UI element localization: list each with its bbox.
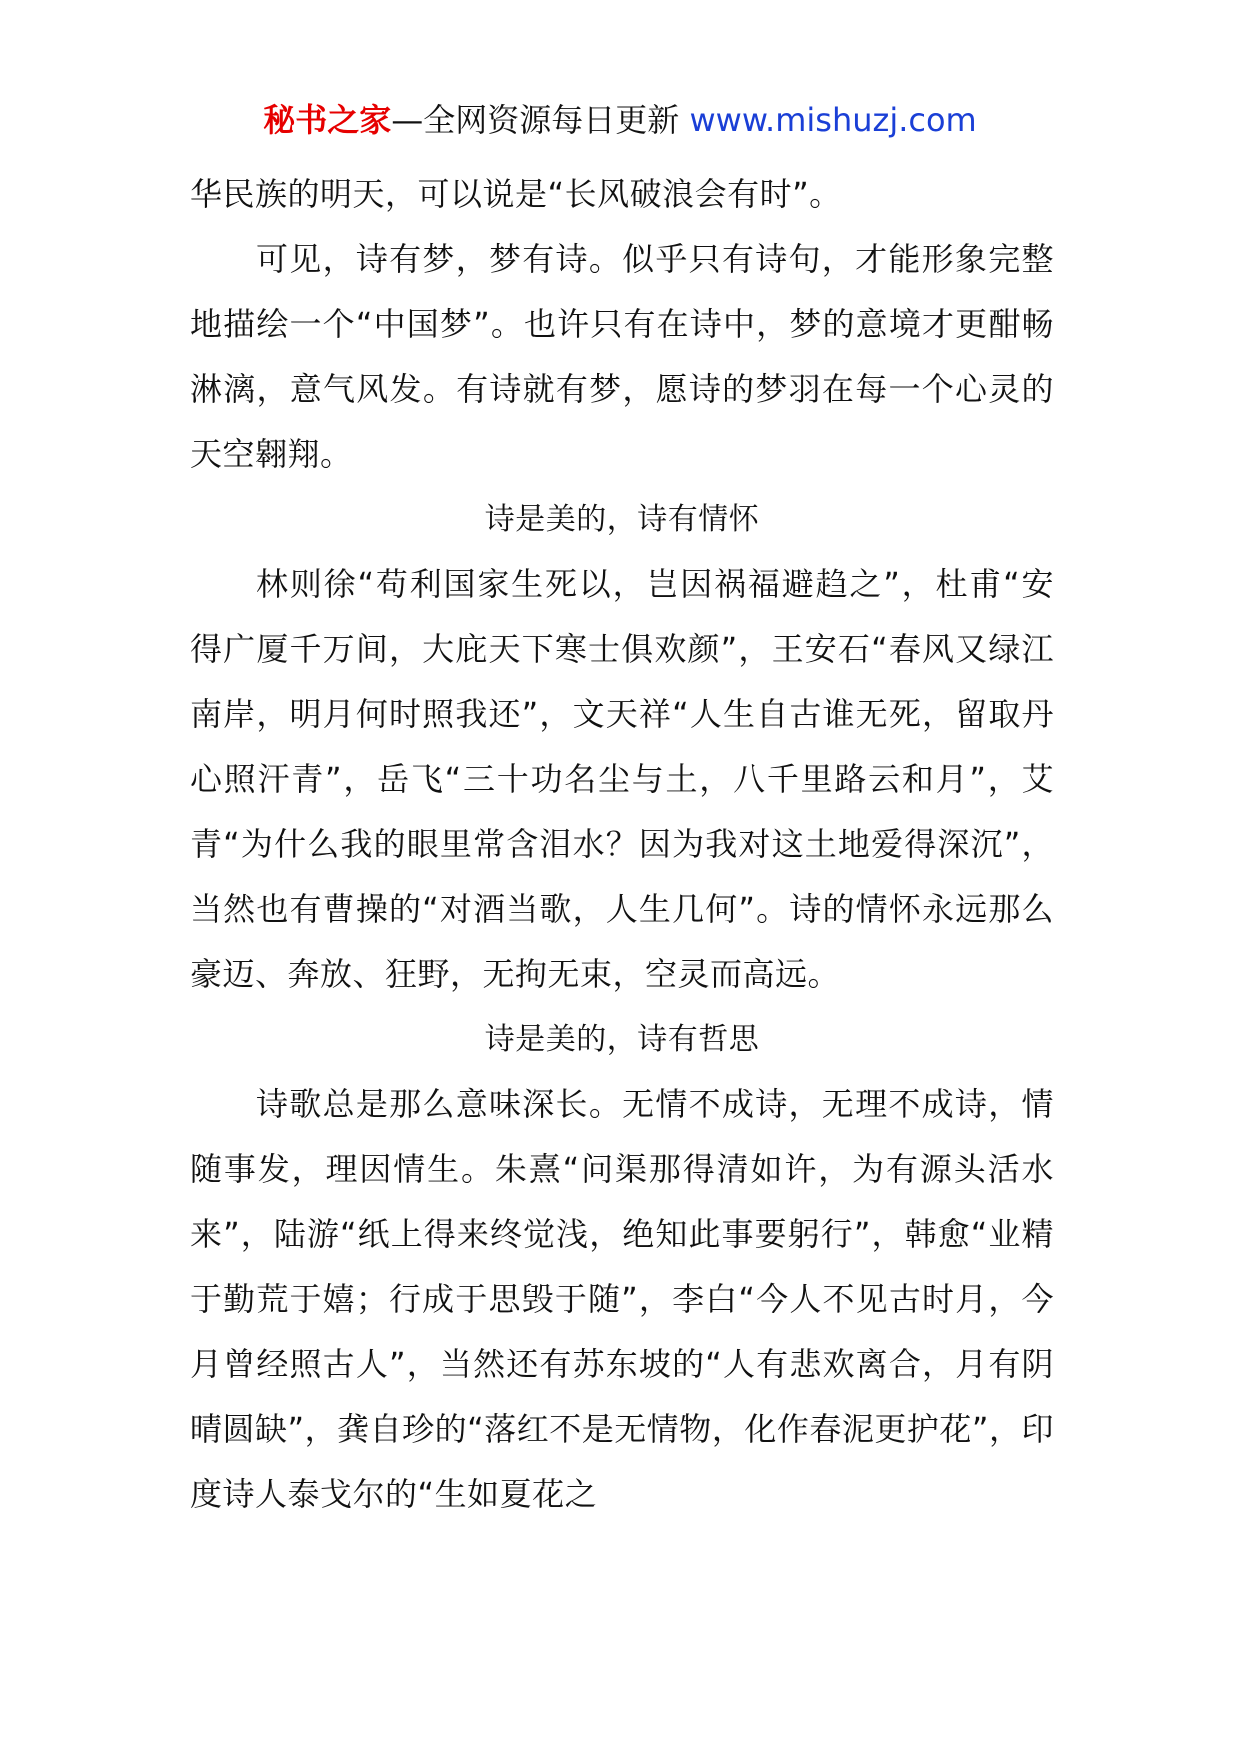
paragraph-philosophy: 诗歌总是那么意味深长。无情不成诗，无理不成诗，情随事发，理因情生。朱熹“问渠那得清如许，为有源头活水来”，陆游“纸上得来终觉浅，绝知此事要躬行”，韩愈“业精于勤荒于嬉；行成于思毁于随”，李白“今人不见古时月，今月曾经照古人”，当然还有苏东坡的“人有悲欢离合，月有阴晴圆缺”，龚自珍的“落红不是无情物，化作春泥更护花”，印度诗人泰戈尔的“生如夏花之 xyxy=(190,1085,1054,1513)
paragraph-sentiment: 林则徐“苟利国家生死以，岂因祸福避趋之”，杜甫“安得广厦千万间，大庇天下寒士俱欢颜”，王安石“春风又绿江南岸，明月何时照我还”，文天祥“人生自古谁无死，留取丹心照汗青”，岳飞“三十功名尘与土，八千里路云和月”，艾青“为什么我的眼里常含泪水？因为我对这土地爱得深沉”，当然也有曹操的“对酒当歌，人生几何”。诗的情怀永远那么豪迈、奔放、狂野，无拘无束，空灵而高远。 xyxy=(190,565,1054,993)
paragraph-continuation: 华民族的明天，可以说是“长风破浪会有时”。 xyxy=(190,175,842,213)
paragraph-dream: 可见，诗有梦，梦有诗。似乎只有诗句，才能形象完整地描绘一个“中国梦”。也许只有在诗中，梦的意境才更酣畅淋漓，意气风发。有诗就有梦，愿诗的梦羽在每一个心灵的天空翱翔。 xyxy=(190,240,1054,473)
header-tagline: —全网资源每日更新 xyxy=(391,101,680,139)
brand-name: 秘书之家 xyxy=(263,101,392,139)
section-heading-philosophy: 诗是美的，诗有哲思 xyxy=(484,1022,760,1057)
section-heading-sentiment: 诗是美的，诗有情怀 xyxy=(484,502,760,537)
page-header xyxy=(0,98,1240,142)
document-body xyxy=(190,162,1054,1527)
site-url-link[interactable]: www.mishuzj.com xyxy=(689,101,977,139)
